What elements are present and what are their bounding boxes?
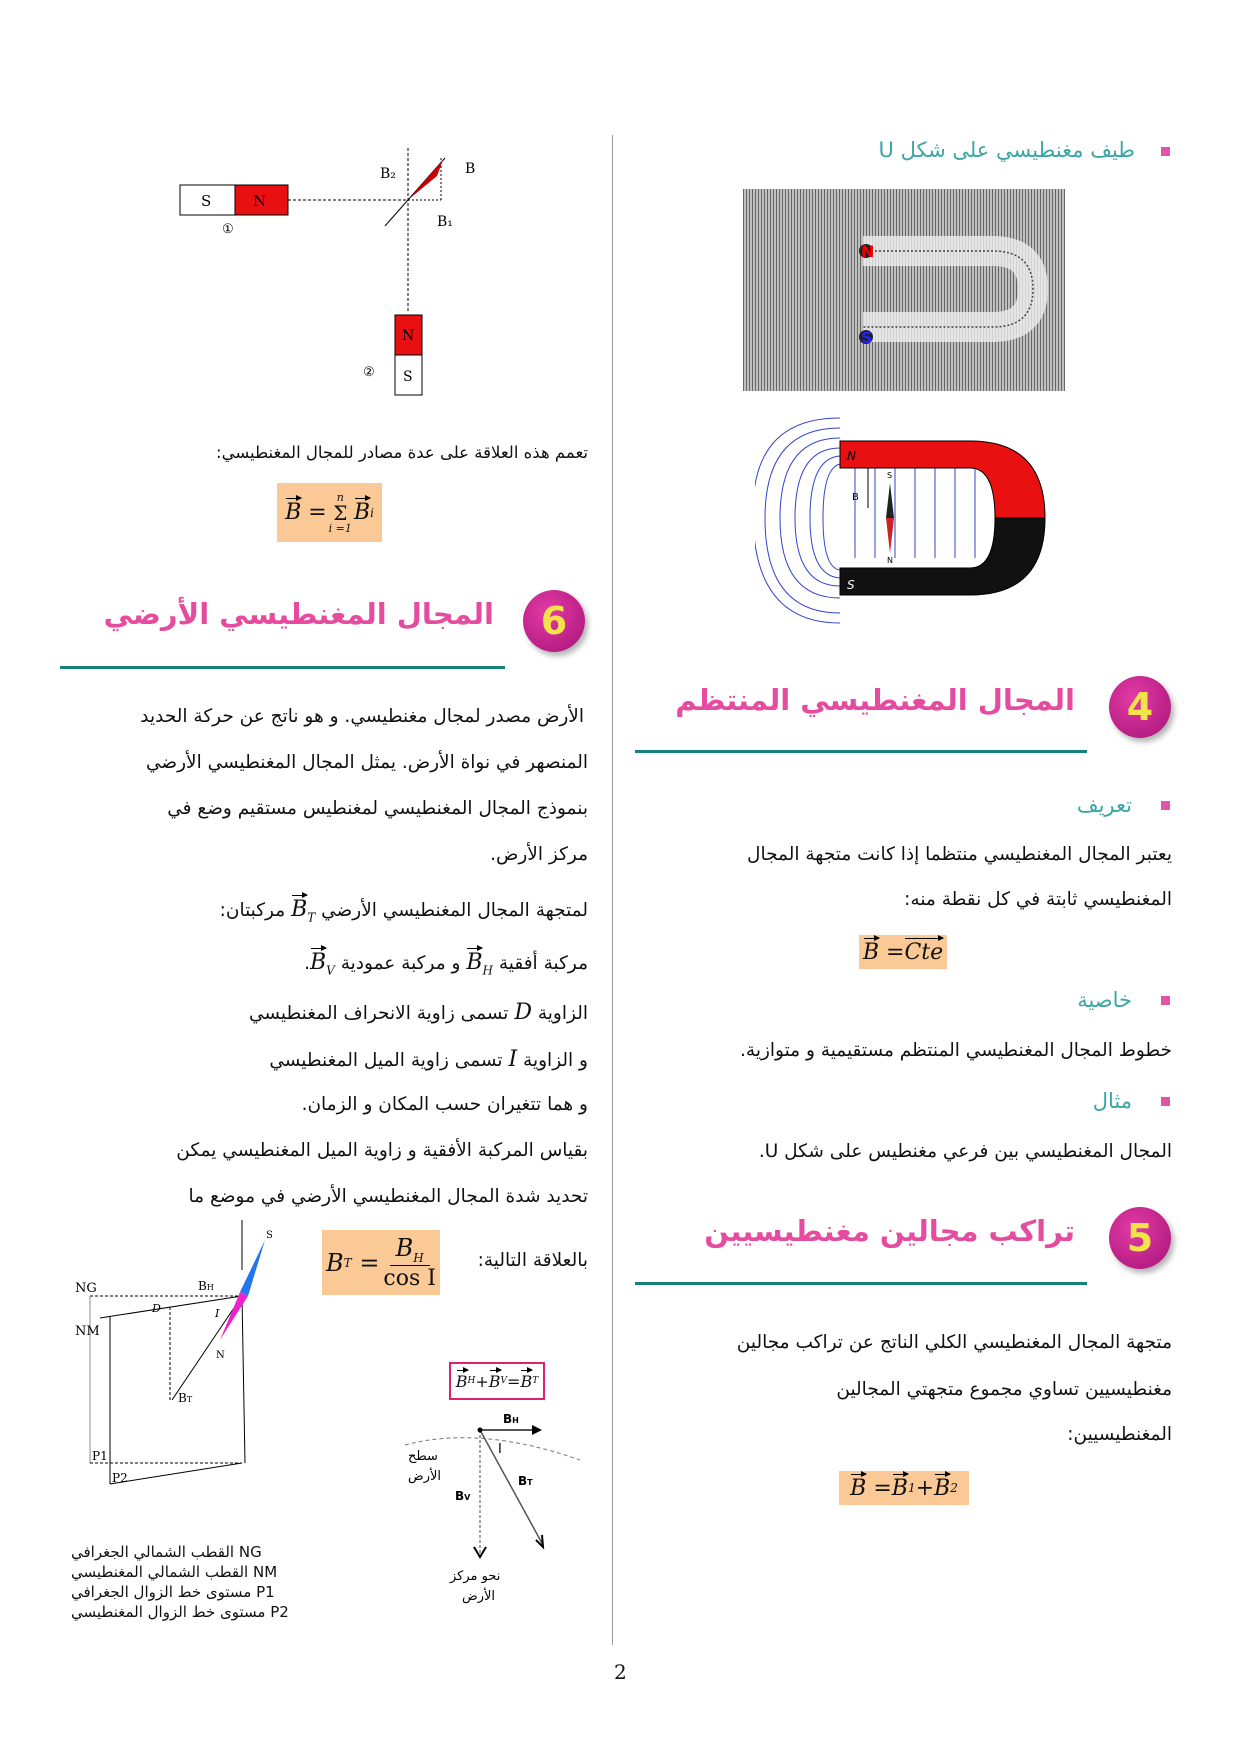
- i-pre: و الزاوية: [523, 1050, 588, 1071]
- bt-sub: T: [343, 1255, 352, 1270]
- legend-p2: P2 مستوى خط الزوال المغنطيسي: [71, 1603, 289, 1621]
- earth-bh-label: BH: [503, 1412, 519, 1426]
- formula-plus: +: [915, 1475, 935, 1501]
- bh-label: BH: [198, 1279, 214, 1293]
- surface-label-2: الأرض: [408, 1469, 442, 1484]
- magnet2-n: N: [402, 328, 415, 344]
- p1-label: P1: [92, 1449, 108, 1463]
- p2-label: P2: [112, 1471, 128, 1485]
- example-heading: مثال: [1092, 1089, 1132, 1113]
- sum-lower: i =1: [328, 521, 352, 535]
- earth-line-2: المنصهر في نواة الأرض. يمثل المجال المغنطيسي الأرضي: [145, 752, 588, 773]
- section-5-badge: 5: [1109, 1207, 1171, 1269]
- two-magnets-diagram: [175, 148, 485, 433]
- section-6-title: المجال المغنطيسي الأرضي: [103, 597, 494, 631]
- sum-h: H: [467, 1376, 476, 1386]
- bt: B: [326, 1248, 344, 1277]
- sigma: Σ: [333, 500, 348, 525]
- filings-n-label: N: [861, 242, 875, 261]
- formula-b: B: [850, 1475, 867, 1501]
- s-label: S: [266, 1230, 273, 1241]
- formula-bi: B: [353, 500, 371, 525]
- section-6-badge: 6: [523, 590, 585, 652]
- section-4-rule: [635, 750, 1087, 753]
- d-post: تسمى زاوية الانحراف المغنطيسي: [248, 1003, 509, 1024]
- definition-line-1: يعتبر المجال المغنطيسي منتظما إذا كانت متجهة المجال: [747, 844, 1172, 865]
- filings-s-label: S: [861, 328, 873, 347]
- section-5-rule: [635, 1282, 1087, 1285]
- definition-line-2: المغنطيسي ثابتة في كل نقطة منه:: [904, 889, 1172, 910]
- d-symbol: D: [514, 1000, 532, 1025]
- measure-line-1: بقياس المركبة الأفقية و زاوية الميل المغنطيسي يمكن: [176, 1140, 588, 1161]
- bt-symbol: B: [291, 897, 308, 922]
- section-6-rule: [60, 666, 505, 669]
- bullet-icon: [1161, 996, 1170, 1005]
- components-line: [220, 897, 588, 924]
- needle-n-label: N: [887, 556, 893, 565]
- d-pre: الزاوية: [537, 1003, 588, 1024]
- components-post: مركبتان:: [219, 900, 286, 921]
- declination-line: [249, 1000, 588, 1025]
- i-angle-label: I: [215, 1307, 220, 1320]
- formula-sub-1: 1: [907, 1481, 916, 1495]
- bh-num: B: [395, 1234, 414, 1263]
- cos-i: cos I: [383, 1265, 436, 1291]
- magnet2-s: S: [403, 369, 413, 385]
- formula-eq: =: [359, 1248, 380, 1277]
- needle-s-label: S: [887, 471, 893, 480]
- vary-line: و هما تتغيران حسب المكان و الزمان.: [301, 1094, 588, 1115]
- d-angle-label: D: [152, 1302, 161, 1315]
- superposition-formula: [839, 1471, 969, 1505]
- bullet-icon: [1161, 801, 1170, 810]
- vector-sum-box: [449, 1362, 545, 1400]
- legend-p1: P1 مستوى خط الزوال الجغرافي: [71, 1583, 275, 1601]
- earth-line-3: بنموذج المجال المغنطيسي لمغنطيس مستقيم وضع في: [167, 798, 588, 819]
- bh-symbol: B: [466, 950, 483, 975]
- superposition-line-2: مغنطيسيين تساوي مجموع متجهتي المجالين: [836, 1379, 1172, 1400]
- horizontal-vertical-line: مركبة أفقية $B_H$ و مركبة عمودية $B_V$.: [304, 950, 588, 978]
- formula-eq: =: [308, 500, 327, 525]
- earth-bv-label: BV: [455, 1489, 471, 1503]
- column-divider: [612, 135, 613, 1645]
- i-post: تسمى زاوية الميل المغنطيسي: [269, 1050, 503, 1071]
- u-n-label: N: [847, 449, 856, 463]
- example-text: المجال المغنطيسي بين فرعي مغنطيس على شكل U.: [758, 1141, 1172, 1162]
- formula-cte: Cte: [904, 939, 944, 965]
- generalize-text: تعمم هذه العلاقة على عدة مصادر للمجال المغنطيسي:: [216, 443, 588, 462]
- sum-bv: B: [488, 1371, 501, 1391]
- earth-line-1: الأرض مصدر لمجال مغنطيسي. و هو ناتج عن حركة الحديد: [140, 706, 584, 727]
- formula-sub-2: 2: [950, 1481, 958, 1495]
- bv-sub: V: [326, 963, 335, 978]
- bt-formula: [322, 1230, 440, 1295]
- nm-label: NM: [75, 1324, 100, 1339]
- bullet-icon: [1161, 147, 1170, 156]
- b2-label: B₂: [380, 166, 396, 182]
- bt-sub: T: [307, 910, 316, 925]
- sum-v: V: [500, 1376, 508, 1386]
- earth-i-label: I: [498, 1442, 502, 1457]
- page-number: 2: [614, 1660, 627, 1684]
- property-heading: خاصية: [1077, 988, 1132, 1012]
- formula-b2: B: [934, 1475, 951, 1501]
- formula-b: B: [862, 939, 880, 965]
- sum-eq: =: [507, 1371, 521, 1391]
- section-4-title: المجال المغنطيسي المنتظم: [675, 683, 1075, 717]
- earth-bt-label: BT: [518, 1474, 533, 1488]
- superposition-line-3: المغنطيسيين:: [1067, 1424, 1172, 1445]
- sum-bh: B: [455, 1371, 468, 1391]
- components-pre: لمتجهة المجال المغنطيسي الأرضي: [321, 900, 588, 921]
- section-5-title: تراكب مجالين مغنطيسيين: [704, 1214, 1075, 1248]
- sum-t: T: [532, 1376, 539, 1386]
- formula-b: B: [285, 500, 302, 525]
- measure-line-2: تحديد شدة المجال المغنطيسي الأرضي في موضع ما: [188, 1186, 588, 1207]
- definition-heading: تعريف: [1076, 793, 1132, 817]
- sum-upper: n: [336, 490, 344, 504]
- sum-plus: +: [475, 1371, 489, 1391]
- section-4-badge: 4: [1109, 676, 1171, 738]
- magnet1-s: S: [201, 192, 212, 210]
- sum-bt: B: [520, 1371, 533, 1391]
- bt-label: BT: [178, 1391, 193, 1405]
- formula-sub-i: i: [370, 505, 374, 520]
- bullet-icon: [1161, 1097, 1170, 1106]
- iron-filings-image: [743, 189, 1065, 391]
- superposition-line-1: متجهة المجال المغنطيسي الكلي الناتج عن تراكب مجالين: [736, 1332, 1172, 1353]
- bv-symbol: B: [309, 950, 327, 975]
- magnet1-n: N: [253, 192, 267, 210]
- formula-eq: =: [886, 939, 905, 965]
- i-symbol: I: [508, 1047, 518, 1072]
- relation-label: بالعلاقة التالية:: [477, 1250, 588, 1271]
- property-text: خطوط المجال المغنطيسي المنتظم مستقيمية و متوازية.: [740, 1040, 1172, 1061]
- n-label: N: [216, 1350, 225, 1361]
- bh-sub: H: [482, 963, 493, 978]
- earth-line-4: مركز الأرض.: [490, 844, 588, 865]
- b1-label: B₁: [437, 214, 453, 230]
- surface-label-1: سطح: [408, 1449, 438, 1464]
- uniform-field-formula: [859, 935, 947, 969]
- u-b-label: B: [852, 492, 859, 503]
- sum-formula: [277, 483, 382, 542]
- magnet1-number: ①: [222, 222, 234, 237]
- u-s-label: S: [847, 578, 855, 592]
- declination-inclination-diagram: [70, 1220, 290, 1500]
- u-magnet-diagram: [755, 408, 1055, 628]
- legend-ng: NG القطب الشمالي الجغرافي: [71, 1543, 262, 1561]
- bh-sub: H: [413, 1250, 424, 1265]
- earth-components-diagram: [400, 1405, 590, 1615]
- horiz-mid: و مركبة عمودية: [340, 953, 461, 974]
- formula-eq: =: [873, 1475, 892, 1501]
- legend-nm: NM القطب الشمالي المغنطيسي: [71, 1563, 278, 1581]
- center-label-2: الأرض: [462, 1589, 496, 1604]
- center-label-1: نحو مركز: [450, 1569, 501, 1584]
- spectrum-title: طيف مغنطيسي على شكل U: [878, 138, 1135, 162]
- inclination-line: [269, 1047, 588, 1072]
- b-label: B: [465, 161, 476, 177]
- horiz-pre: مركبة أفقية: [498, 953, 588, 974]
- magnet2-number: ②: [363, 365, 375, 380]
- formula-b1: B: [891, 1475, 908, 1501]
- ng-label: NG: [75, 1281, 97, 1296]
